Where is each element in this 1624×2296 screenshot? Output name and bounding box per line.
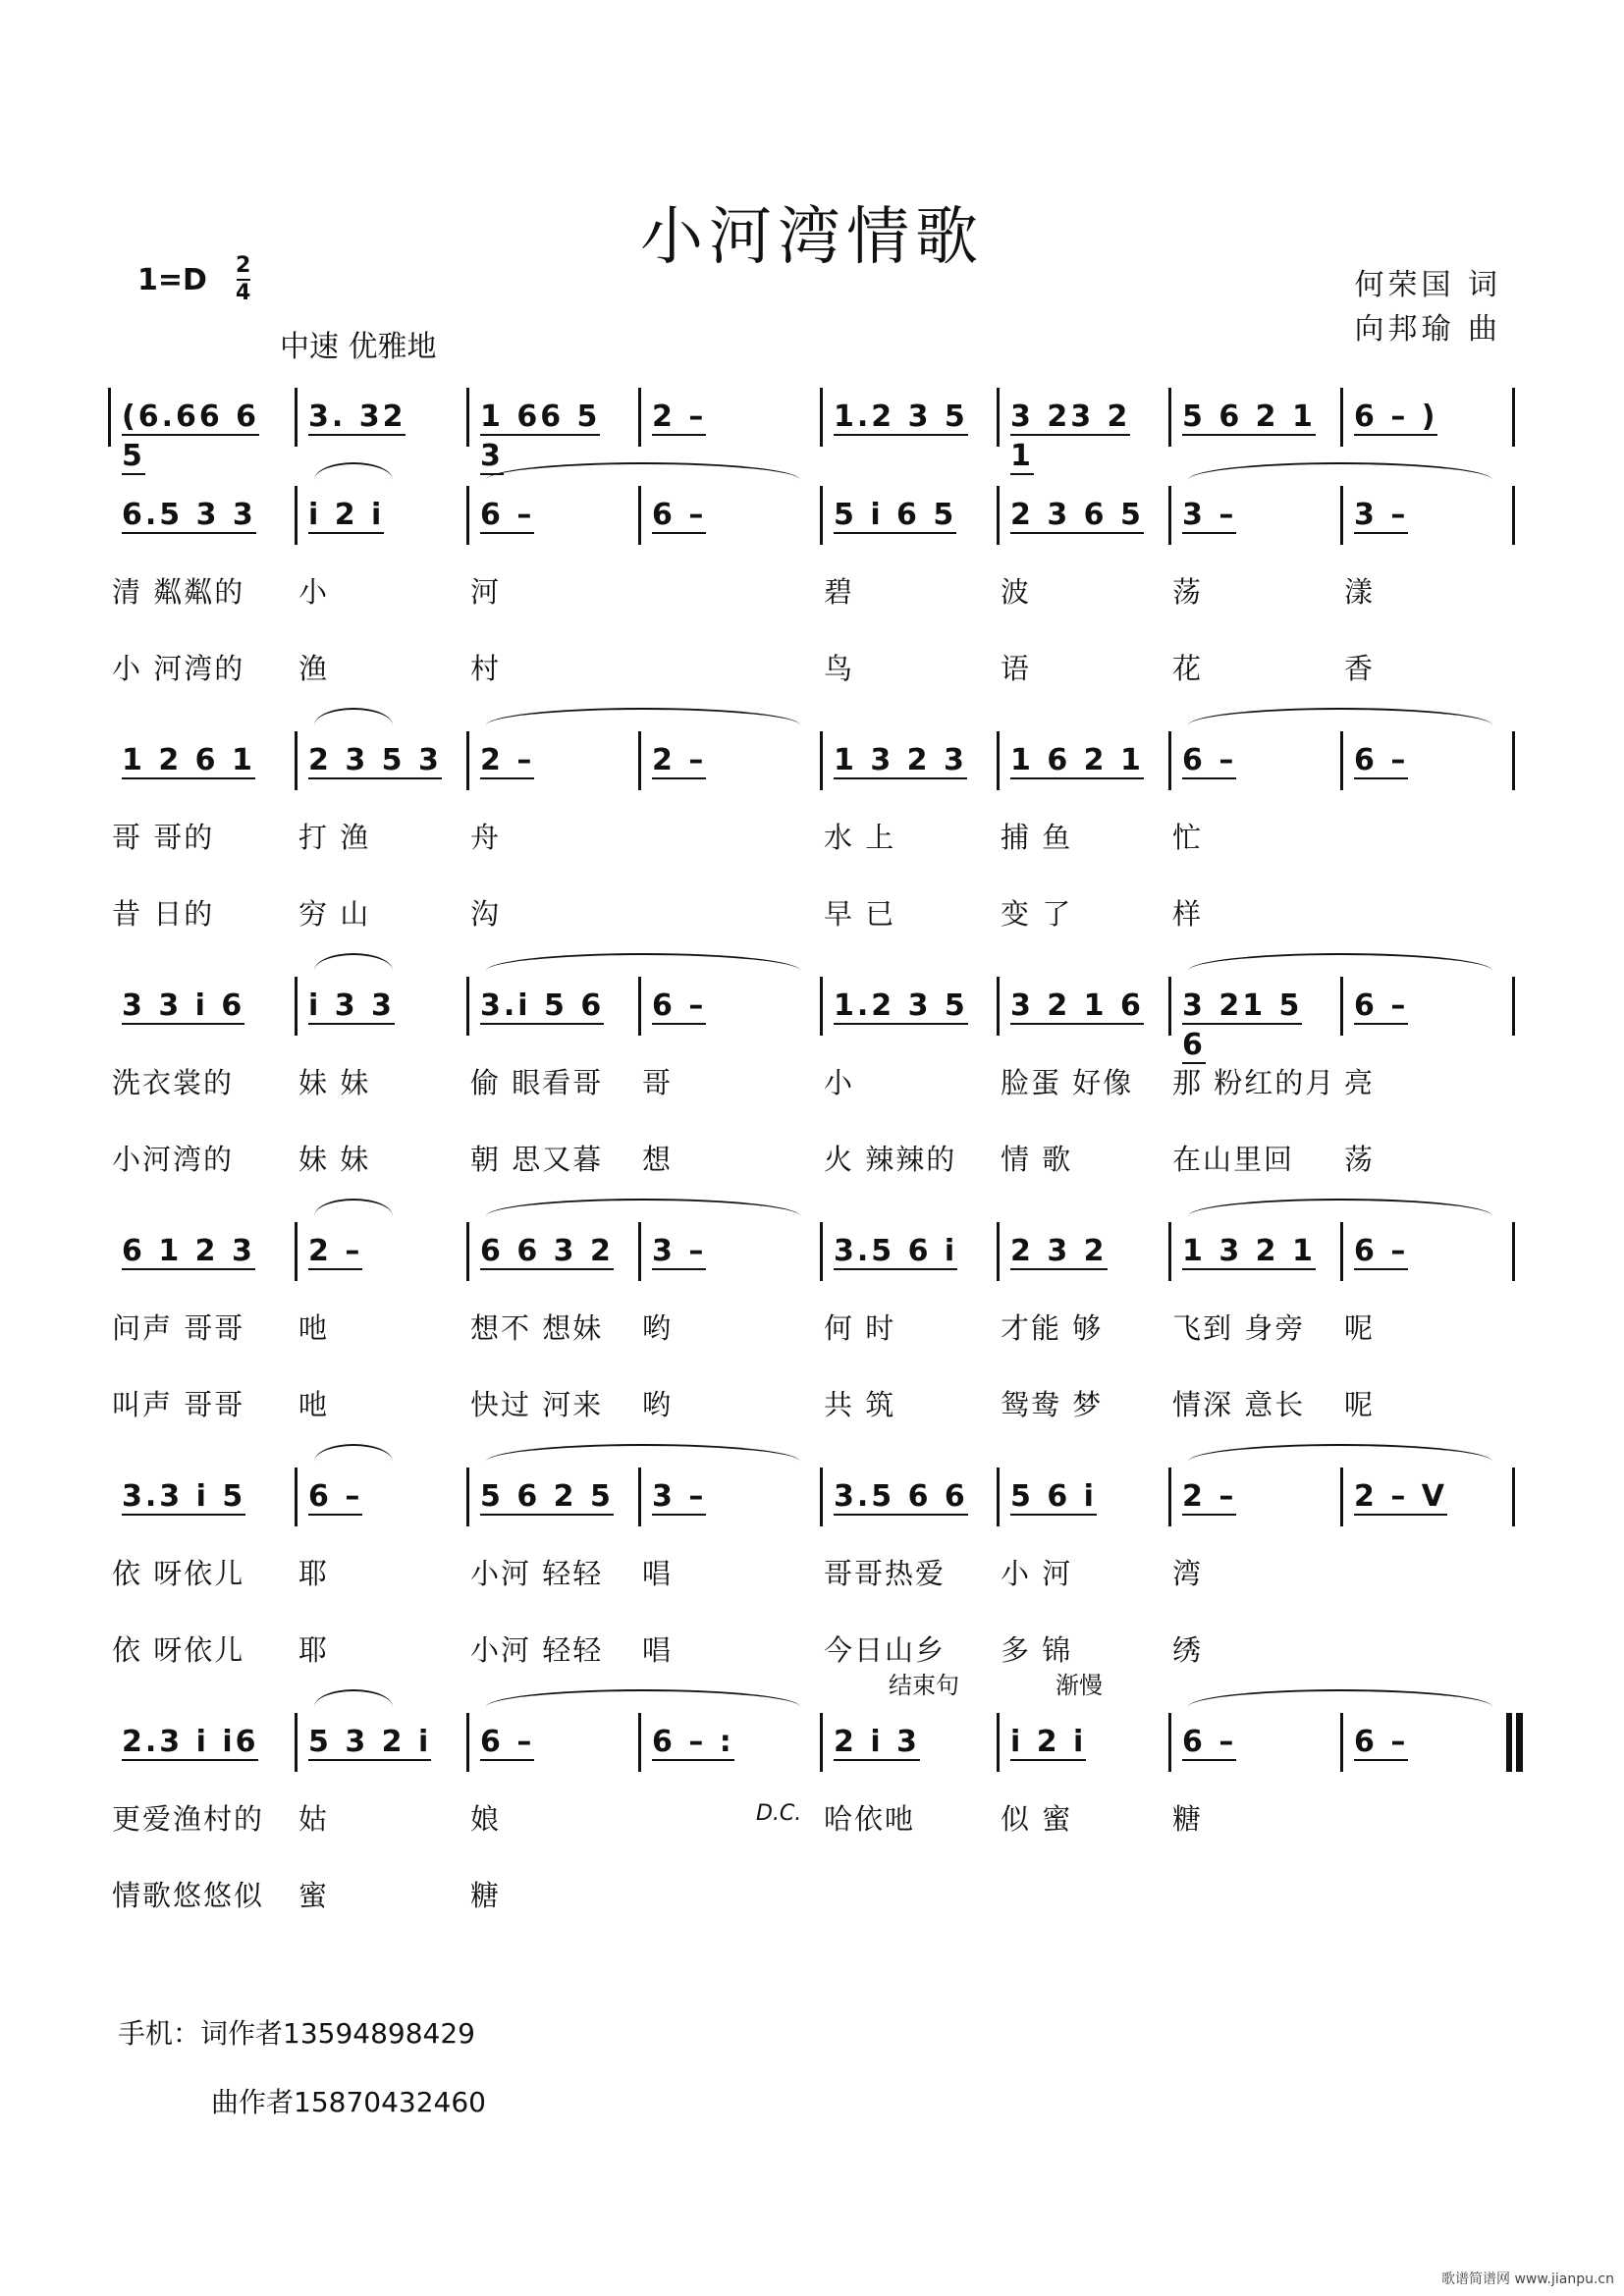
slur xyxy=(314,708,393,725)
measure xyxy=(308,496,460,539)
lyric-syllables: 蜜 xyxy=(298,1879,330,1912)
slur xyxy=(486,462,800,480)
measure-notes: i 2 i xyxy=(1010,1725,1087,1759)
barline xyxy=(1168,1468,1171,1526)
measure-notes: 5 6 2 5 xyxy=(480,1479,614,1514)
dc-marking: D.C. xyxy=(756,1801,802,1826)
barline xyxy=(638,486,641,545)
lyric-syllables: 荡 xyxy=(1172,575,1204,609)
measure xyxy=(122,987,289,1030)
lyric-syllables: 村 xyxy=(470,652,502,685)
slur xyxy=(1188,708,1492,725)
barline xyxy=(820,388,823,447)
barline xyxy=(1168,1222,1171,1281)
barline xyxy=(108,388,111,447)
measure xyxy=(652,741,814,784)
watermark: 歌谱简谱网 www.jianpu.cn xyxy=(1441,2271,1614,2287)
measure-notes: 6 – xyxy=(1354,1725,1409,1759)
measure-notes: 1.2 3 5 xyxy=(834,988,968,1023)
barline xyxy=(295,388,298,447)
measure-notes: 6 – xyxy=(652,498,707,532)
barline xyxy=(1340,1713,1343,1772)
measure-notes: 3. 32 xyxy=(308,400,406,434)
lyric-syllables: 娘 xyxy=(470,1802,502,1836)
measure xyxy=(834,1477,991,1521)
lyric-syllables: 吔 xyxy=(298,1388,330,1421)
barline xyxy=(1168,486,1171,545)
measure-notes: 3 – xyxy=(1354,498,1409,532)
measure xyxy=(480,987,632,1030)
measure-notes: 3 – xyxy=(1182,498,1237,532)
lyric-syllables: 多 锦 xyxy=(1001,1633,1073,1667)
barline xyxy=(295,1713,298,1772)
lyric-syllables: 似 蜜 xyxy=(1001,1802,1073,1836)
lyric-syllables: 糖 xyxy=(470,1879,502,1912)
lyric-syllables: 妹 妹 xyxy=(298,1143,371,1176)
barline xyxy=(638,731,641,790)
lyric-syllables: 偷 眼看哥 xyxy=(470,1066,604,1099)
barline xyxy=(1512,1713,1523,1772)
measure-notes: 1.2 3 5 xyxy=(834,400,968,434)
lyric-syllables: 哟 xyxy=(642,1388,674,1421)
composer-credit: 向邦瑜 曲 xyxy=(1354,312,1501,347)
lyric-syllables: 鸟 xyxy=(824,652,855,685)
lyric-line xyxy=(108,1307,1522,1346)
barline xyxy=(466,486,469,545)
lyric-syllables: 小河 轻轻 xyxy=(470,1633,604,1667)
barline xyxy=(820,977,823,1036)
lyric-syllables: 糖 xyxy=(1172,1802,1204,1836)
lyric-syllables: 小 河 xyxy=(1001,1557,1073,1590)
measure-notes: 5 3 2 i xyxy=(308,1725,432,1759)
lyric-syllables: 舟 xyxy=(470,821,502,854)
barline xyxy=(1340,977,1343,1036)
measure-notes: 2 – V xyxy=(1354,1479,1447,1514)
lyric-syllables: 火 辣辣的 xyxy=(824,1143,957,1176)
lyric-line xyxy=(108,1383,1522,1422)
lyric-syllables: 花 xyxy=(1172,652,1204,685)
slur xyxy=(1188,1199,1492,1216)
lyric-syllables: 哥哥热爱 xyxy=(824,1557,947,1590)
measure xyxy=(480,1232,632,1275)
measure xyxy=(1182,1232,1334,1275)
barline xyxy=(295,1468,298,1526)
measure-notes: 6 – xyxy=(652,988,707,1023)
lyric-syllables: 依 呀依儿 xyxy=(112,1557,245,1590)
barline xyxy=(466,977,469,1036)
measure xyxy=(1010,987,1163,1030)
measure xyxy=(1354,496,1506,539)
staff-system xyxy=(108,486,1522,555)
lyric-syllables: 洗衣裳的 xyxy=(112,1066,235,1099)
tempo-marking: 中速 优雅地 xyxy=(280,330,437,364)
measure xyxy=(1354,1723,1506,1766)
lyric-syllables: 忙 xyxy=(1172,821,1204,854)
lyric-syllables: 依 呀依儿 xyxy=(112,1633,245,1667)
barline xyxy=(820,486,823,545)
measure-notes: 6 – xyxy=(1354,743,1409,777)
measure xyxy=(1010,1232,1163,1275)
measure-notes: 6 6 3 2 xyxy=(480,1234,614,1268)
measure-notes: 6 1 2 3 xyxy=(122,1234,255,1268)
measure-notes: 6 – xyxy=(308,1479,363,1514)
measure xyxy=(1182,398,1334,441)
barline xyxy=(1340,731,1343,790)
lyric-syllables: 漾 xyxy=(1344,575,1376,609)
lyric-syllables: 亮 xyxy=(1344,1066,1376,1099)
page-title: 小河湾情歌 xyxy=(640,201,984,274)
lyric-syllables: 语 xyxy=(1001,652,1032,685)
measure-notes: i 3 3 xyxy=(308,988,395,1023)
lyric-syllables: 才能 够 xyxy=(1001,1311,1104,1345)
barline xyxy=(1340,388,1343,447)
measure xyxy=(308,1232,460,1275)
lyric-syllables: 打 渔 xyxy=(298,821,371,854)
staff-system xyxy=(108,1468,1522,1536)
barline xyxy=(997,388,1000,447)
measure xyxy=(122,1723,289,1766)
lyric-syllables: 妹 妹 xyxy=(298,1066,371,1099)
lyric-syllables: 姑 xyxy=(298,1802,330,1836)
slur xyxy=(486,953,800,971)
measure-notes: 1 2 6 1 xyxy=(122,743,255,777)
measure xyxy=(834,1232,991,1275)
lyric-syllables: 波 xyxy=(1001,575,1032,609)
lyric-line xyxy=(108,1797,1522,1837)
staff-system xyxy=(108,388,1522,473)
measure-notes: 5 6 2 1 xyxy=(1182,400,1316,434)
lyric-syllables: 脸蛋 好像 xyxy=(1001,1066,1134,1099)
measure-notes: 6.5 3 3 xyxy=(122,498,256,532)
measure-notes: 3 23 2 1 xyxy=(1010,400,1131,473)
measure xyxy=(122,1477,289,1521)
lyric-line xyxy=(108,1061,1522,1100)
barline xyxy=(638,1713,641,1772)
lyric-syllables: 小 xyxy=(824,1066,855,1099)
measure xyxy=(122,496,289,539)
barline xyxy=(466,1713,469,1772)
barline xyxy=(1168,388,1171,447)
lyric-syllables: 哈依吔 xyxy=(824,1802,916,1836)
measure xyxy=(834,1723,991,1766)
lyric-syllables: 湾 xyxy=(1172,1557,1204,1590)
lyric-line xyxy=(108,647,1522,686)
lyric-syllables: 情 歌 xyxy=(1001,1143,1073,1176)
barline xyxy=(295,486,298,545)
measure xyxy=(652,1723,814,1766)
measure-notes: (6.66 6 5 xyxy=(122,400,260,473)
lyric-syllables: 情歌悠悠似 xyxy=(112,1879,265,1912)
lyric-line xyxy=(108,816,1522,855)
barline xyxy=(466,1468,469,1526)
measure-notes: 1 66 5 3 xyxy=(480,400,601,473)
measure xyxy=(1182,741,1334,784)
measure xyxy=(834,987,991,1030)
measure xyxy=(834,496,991,539)
barline xyxy=(997,731,1000,790)
slur xyxy=(1188,1444,1492,1462)
measure xyxy=(480,1723,632,1766)
measure-notes: 2 – xyxy=(652,743,707,777)
lyric-line xyxy=(108,892,1522,932)
lyric-syllables: 样 xyxy=(1172,897,1204,931)
lyric-syllables: 穷 山 xyxy=(298,897,371,931)
measure xyxy=(1182,1723,1334,1766)
measure xyxy=(652,496,814,539)
measure-notes: 2 – xyxy=(480,743,535,777)
measure xyxy=(122,398,289,473)
measure-notes: 1 3 2 1 xyxy=(1182,1234,1316,1268)
measure xyxy=(834,398,991,441)
lyric-syllables: 昔 日的 xyxy=(112,897,215,931)
staff-system xyxy=(108,977,1522,1062)
lyric-line xyxy=(108,1552,1522,1591)
lyric-syllables: 早 已 xyxy=(824,897,896,931)
measure xyxy=(1010,398,1163,473)
lyric-syllables: 水 上 xyxy=(824,821,896,854)
measure xyxy=(308,398,460,441)
lyric-line xyxy=(108,1138,1522,1177)
measure xyxy=(1354,1232,1506,1275)
barline xyxy=(638,977,641,1036)
lyric-syllables: 小 河湾的 xyxy=(112,652,245,685)
slur xyxy=(314,1689,393,1707)
measure-notes: 2 – xyxy=(308,1234,363,1268)
lyric-syllables: 香 xyxy=(1344,652,1376,685)
barline xyxy=(1168,977,1171,1036)
measure xyxy=(1010,1723,1163,1766)
measure xyxy=(1010,1477,1163,1521)
measure xyxy=(652,1477,814,1521)
measure-notes: 3.5 6 6 xyxy=(834,1479,968,1514)
lyric-line xyxy=(108,570,1522,610)
lyric-syllables: 情深 意长 xyxy=(1172,1388,1306,1421)
slur xyxy=(1188,462,1492,480)
lyric-syllables: 呢 xyxy=(1344,1388,1376,1421)
lyric-syllables: 小河湾的 xyxy=(112,1143,235,1176)
lyric-syllables: 碧 xyxy=(824,575,855,609)
lyric-syllables: 变 了 xyxy=(1001,897,1073,931)
barline xyxy=(1340,1222,1343,1281)
measure-notes: 3 – xyxy=(652,1234,707,1268)
barline xyxy=(466,731,469,790)
measure-notes: 1 6 2 1 xyxy=(1010,743,1144,777)
lyric-line xyxy=(108,1629,1522,1668)
measure xyxy=(480,1477,632,1521)
measure xyxy=(480,741,632,784)
lyric-syllables: 朝 思又暮 xyxy=(470,1143,604,1176)
slur xyxy=(486,708,800,725)
measure-notes: 3 21 5 6 xyxy=(1182,988,1303,1062)
lyric-syllables: 那 粉红的月 xyxy=(1172,1066,1336,1099)
measure xyxy=(1182,1477,1334,1521)
measure-notes: 3.3 i 5 xyxy=(122,1479,246,1514)
barline xyxy=(1512,486,1515,545)
barline xyxy=(820,1713,823,1772)
barline xyxy=(997,1468,1000,1526)
measure xyxy=(1182,987,1334,1062)
measure-notes: 2 3 2 xyxy=(1010,1234,1108,1268)
measure xyxy=(1010,741,1163,784)
measure-notes: 3 2 1 6 xyxy=(1010,988,1144,1023)
lyric-syllables: 何 时 xyxy=(824,1311,896,1345)
barline xyxy=(997,977,1000,1036)
barline xyxy=(1340,1468,1343,1526)
measure-notes: 6 – xyxy=(1182,743,1237,777)
measure-notes: 6 – xyxy=(1182,1725,1237,1759)
lyric-syllables: 更爱渔村的 xyxy=(112,1802,265,1836)
slur xyxy=(314,953,393,971)
barline xyxy=(295,731,298,790)
measure-notes: 6 – xyxy=(480,498,535,532)
measure xyxy=(1354,987,1506,1030)
measure-notes: 5 6 i xyxy=(1010,1479,1097,1514)
lyric-line xyxy=(108,1874,1522,1913)
measure-notes: 6 – : xyxy=(652,1725,734,1759)
barline xyxy=(638,1222,641,1281)
lyric-syllables: 小 xyxy=(298,575,330,609)
lyricist-credit: 何荣国 词 xyxy=(1354,268,1501,302)
slur xyxy=(1188,953,1492,971)
measure xyxy=(122,1232,289,1275)
measure-notes: 3.5 6 i xyxy=(834,1234,958,1268)
lyric-syllables: 想不 想妹 xyxy=(470,1311,604,1345)
measure-notes: 1 3 2 3 xyxy=(834,743,967,777)
key-signature: 1=D xyxy=(137,263,207,297)
barline xyxy=(1168,1713,1171,1772)
measure-notes: 6 – ) xyxy=(1354,400,1438,434)
lyric-syllables: 绣 xyxy=(1172,1633,1204,1667)
measure-notes: 2 – xyxy=(652,400,707,434)
slur xyxy=(314,1444,393,1462)
barline xyxy=(466,1222,469,1281)
measure xyxy=(480,398,632,473)
barline xyxy=(820,1222,823,1281)
measure xyxy=(308,741,460,784)
composer-phone: 曲作者15870432460 xyxy=(211,2086,486,2118)
slur xyxy=(314,1199,393,1216)
lyric-syllables: 沟 xyxy=(470,897,502,931)
barline xyxy=(638,388,641,447)
measure xyxy=(308,1477,460,1521)
lyric-syllables: 哥 哥的 xyxy=(112,821,215,854)
barline xyxy=(638,1468,641,1526)
lyric-syllables: 吔 xyxy=(298,1311,330,1345)
barline xyxy=(1340,486,1343,545)
barline xyxy=(1512,1468,1515,1526)
lyric-syllables: 清 粼粼的 xyxy=(112,575,245,609)
lyric-syllables: 哟 xyxy=(642,1311,674,1345)
measure xyxy=(1354,741,1506,784)
measure xyxy=(308,987,460,1030)
lyric-syllables: 小河 轻轻 xyxy=(470,1557,604,1590)
measure-notes: 6 – xyxy=(480,1725,535,1759)
measure xyxy=(834,741,991,784)
barline xyxy=(295,977,298,1036)
staff-system xyxy=(108,1222,1522,1291)
barline xyxy=(997,1222,1000,1281)
measure-notes: 3.i 5 6 xyxy=(480,988,605,1023)
measure xyxy=(652,398,814,441)
measure-notes: 2 – xyxy=(1182,1479,1237,1514)
measure-notes: i 2 i xyxy=(308,498,385,532)
barline xyxy=(1168,731,1171,790)
barline xyxy=(997,1713,1000,1772)
lyric-syllables: 问声 哥哥 xyxy=(112,1311,245,1345)
staff-system xyxy=(108,731,1522,800)
measure xyxy=(122,741,289,784)
lyric-syllables: 共 筑 xyxy=(824,1388,896,1421)
lyric-syllables: 河 xyxy=(470,575,502,609)
coda-label: 结束句 xyxy=(889,1672,959,1699)
measure-notes: 5 i 6 5 xyxy=(834,498,957,532)
time-signature: 2 4 xyxy=(236,253,251,305)
barline xyxy=(997,486,1000,545)
lyric-syllables: 想 xyxy=(642,1143,674,1176)
measure-notes: 6 – xyxy=(1354,988,1409,1023)
measure-notes: 3 3 i 6 xyxy=(122,988,245,1023)
measure-notes: 2 3 5 3 xyxy=(308,743,442,777)
slur xyxy=(486,1444,800,1462)
barline xyxy=(1512,731,1515,790)
measure xyxy=(1010,496,1163,539)
barline xyxy=(295,1222,298,1281)
lyricist-phone: 手机：词作者13594898429 xyxy=(118,2017,475,2050)
lyric-syllables: 耶 xyxy=(298,1633,330,1667)
slur xyxy=(314,462,393,480)
measure xyxy=(1182,496,1334,539)
lyric-syllables: 今日山乡 xyxy=(824,1633,947,1667)
lyric-syllables: 唱 xyxy=(642,1633,674,1667)
lyric-syllables: 在山里回 xyxy=(1172,1143,1295,1176)
measure xyxy=(652,1232,814,1275)
slur xyxy=(486,1689,800,1707)
slur xyxy=(1188,1689,1492,1707)
measure xyxy=(652,987,814,1030)
barline xyxy=(1512,977,1515,1036)
lyric-syllables: 荡 xyxy=(1344,1143,1376,1176)
lyric-syllables: 鸳鸯 梦 xyxy=(1001,1388,1104,1421)
barline xyxy=(1512,388,1515,447)
measure xyxy=(308,1723,460,1766)
barline xyxy=(820,1468,823,1526)
lyric-syllables: 哥 xyxy=(642,1066,674,1099)
measure-notes: 6 – xyxy=(1354,1234,1409,1268)
barline xyxy=(466,388,469,447)
lyric-syllables: 渔 xyxy=(298,652,330,685)
lyric-syllables: 快过 河来 xyxy=(470,1388,604,1421)
barline xyxy=(1512,1222,1515,1281)
barline xyxy=(820,731,823,790)
lyric-syllables: 耶 xyxy=(298,1557,330,1590)
lyric-syllables: 飞到 身旁 xyxy=(1172,1311,1306,1345)
measure xyxy=(480,496,632,539)
lyric-syllables: 叫声 哥哥 xyxy=(112,1388,245,1421)
measure xyxy=(1354,1477,1506,1521)
lyric-syllables: 捕 鱼 xyxy=(1001,821,1073,854)
measure-notes: 2 3 6 5 xyxy=(1010,498,1144,532)
lyric-syllables: 呢 xyxy=(1344,1311,1376,1345)
lyric-syllables: 唱 xyxy=(642,1557,674,1590)
slur xyxy=(486,1199,800,1216)
measure-notes: 3 – xyxy=(652,1479,707,1514)
measure-notes: 2 i 3 xyxy=(834,1725,920,1759)
slowing-marking: 渐慢 xyxy=(1056,1672,1103,1699)
measure-notes: 2.3 i i6 xyxy=(122,1725,259,1759)
measure xyxy=(1354,398,1506,441)
